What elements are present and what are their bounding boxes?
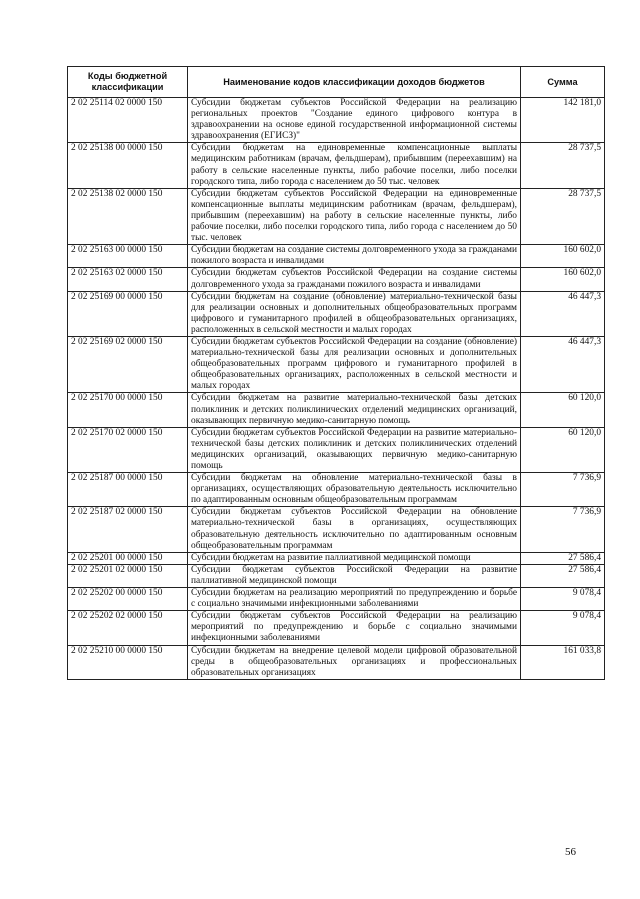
row-sum: 60 120,0 [521, 393, 605, 427]
budget-revenue-table [67, 66, 605, 680]
row-name: Субсидии бюджетам субъектов Российской Федерации на реализацию мероприятий по предупреждению и борьбе с социально значимыми инфекционными заболеваниями [188, 611, 521, 645]
row-name: Субсидии бюджетам субъектов Российской Федерации на обновление материально-технической базы в организациях, осуществляющих образовательную деятельность исключительно по адаптированным основным общеобразовательным программам [188, 507, 521, 552]
row-code: 2 02 25169 00 0000 150 [68, 291, 188, 336]
row-sum: 27 586,4 [521, 552, 605, 564]
row-name: Субсидии бюджетам на обновление материально-технической базы в организациях, осуществляющих образовательную деятельность исключительно по адаптированным основным общеобразовательным программам [188, 473, 521, 507]
row-code: 2 02 25138 02 0000 150 [68, 188, 188, 244]
row-name: Субсидии бюджетам субъектов Российской Федерации на развитие паллиативной медицинской помощи [188, 564, 521, 587]
row-code: 2 02 25187 02 0000 150 [68, 507, 188, 552]
row-name: Субсидии бюджетам на развитие паллиативной медицинской помощи [188, 552, 521, 564]
table-row [68, 245, 605, 268]
table-body [68, 98, 605, 680]
header-name: Наименование кодов классификации доходов бюджетов [188, 67, 521, 98]
row-code: 2 02 25187 00 0000 150 [68, 473, 188, 507]
row-name: Субсидии бюджетам субъектов Российской Федерации на создание системы долговременного ухода за гражданами пожилого возраста и инвалидами [188, 268, 521, 291]
row-name: Субсидии бюджетам на создание системы долговременного ухода за гражданами пожилого возраста и инвалидами [188, 245, 521, 268]
table-row [68, 552, 605, 564]
header-codes: Коды бюджетной классификации [68, 67, 188, 98]
table-row [68, 393, 605, 427]
row-code: 2 02 25170 00 0000 150 [68, 393, 188, 427]
row-code: 2 02 25201 02 0000 150 [68, 564, 188, 587]
row-code: 2 02 25169 02 0000 150 [68, 336, 188, 392]
table-row [68, 188, 605, 244]
row-sum: 27 586,4 [521, 564, 605, 587]
table-header-row [68, 67, 605, 98]
row-sum: 46 447,3 [521, 336, 605, 392]
row-sum: 160 602,0 [521, 268, 605, 291]
row-code: 2 02 25163 00 0000 150 [68, 245, 188, 268]
row-code: 2 02 25202 02 0000 150 [68, 611, 188, 645]
row-code: 2 02 25210 00 0000 150 [68, 645, 188, 679]
row-code: 2 02 25138 00 0000 150 [68, 143, 188, 188]
row-name: Субсидии бюджетам субъектов Российской Федерации на развитие материально-технической базы детских поликлиник и детских поликлинических отделений медицинских организаций, оказывающих первичную медико-санитарную помощь [188, 427, 521, 472]
table-row [68, 507, 605, 552]
table-row [68, 611, 605, 645]
row-name: Субсидии бюджетам на развитие материально-технической базы детских поликлиник и детских поликлинических отделений медицинских организаций, оказывающих первичную медико-санитарную помощь [188, 393, 521, 427]
row-sum: 160 602,0 [521, 245, 605, 268]
row-sum: 28 737,5 [521, 143, 605, 188]
table-row [68, 473, 605, 507]
table-row [68, 143, 605, 188]
table-row [68, 336, 605, 392]
table-row [68, 427, 605, 472]
table-row [68, 268, 605, 291]
header-sum: Сумма [521, 67, 605, 98]
table-row [68, 291, 605, 336]
row-name: Субсидии бюджетам субъектов Российской Федерации на единовременные компенсационные выплаты медицинским работникам (врачам, фельдшерам), прибывшим (переехавшим) на работу в сельские населенные пункты, либо рабочие поселки, либо поселки городского типа, либо города с населением до 50 тыс. человек [188, 188, 521, 244]
row-name: Субсидии бюджетам на единовременные компенсационные выплаты медицинским работникам (врачам, фельдшерам), прибывшим (переехавшим) на работу в сельские населенные пункты, либо рабочие поселки, либо поселки городского типа, либо города с населением до 50 тыс. человек [188, 143, 521, 188]
table-row [68, 588, 605, 611]
page-number: 56 [565, 846, 576, 858]
row-sum: 142 181,0 [521, 98, 605, 143]
table-row [68, 564, 605, 587]
row-name: Субсидии бюджетам на реализацию мероприятий по предупреждению и борьбе с социально значимыми инфекционными заболеваниями [188, 588, 521, 611]
row-code: 2 02 25202 00 0000 150 [68, 588, 188, 611]
row-sum: 46 447,3 [521, 291, 605, 336]
row-name: Субсидии бюджетам субъектов Российской Федерации на создание (обновление) материально-технической базы для реализации основных и дополнительных общеобразовательных программ цифрового и гуманитарного профилей в общеобразовательных организациях, расположенных в сельской местности и малых городах [188, 336, 521, 392]
row-name: Субсидии бюджетам субъектов Российской Федерации на реализацию региональных проектов "Создание единого цифрового контура в здравоохранении на основе единой государственной информационной системы здравоохранения (ЕГИСЗ)" [188, 98, 521, 143]
row-sum: 60 120,0 [521, 427, 605, 472]
row-sum: 9 078,4 [521, 611, 605, 645]
row-sum: 9 078,4 [521, 588, 605, 611]
row-sum: 161 033,8 [521, 645, 605, 679]
row-code: 2 02 25201 00 0000 150 [68, 552, 188, 564]
row-sum: 7 736,9 [521, 507, 605, 552]
row-code: 2 02 25114 02 0000 150 [68, 98, 188, 143]
row-sum: 28 737,5 [521, 188, 605, 244]
table-row [68, 98, 605, 143]
row-sum: 7 736,9 [521, 473, 605, 507]
row-name: Субсидии бюджетам на создание (обновление) материально-технической базы для реализации основных и дополнительных общеобразовательных программ цифрового и гуманитарного профилей в общеобразовательных организациях, расположенных в сельской местности и малых городах [188, 291, 521, 336]
row-code: 2 02 25170 02 0000 150 [68, 427, 188, 472]
row-code: 2 02 25163 02 0000 150 [68, 268, 188, 291]
table-row [68, 645, 605, 679]
row-name: Субсидии бюджетам на внедрение целевой модели цифровой образовательной среды в общеобразовательных организациях и профессиональных образовательных организациях [188, 645, 521, 679]
